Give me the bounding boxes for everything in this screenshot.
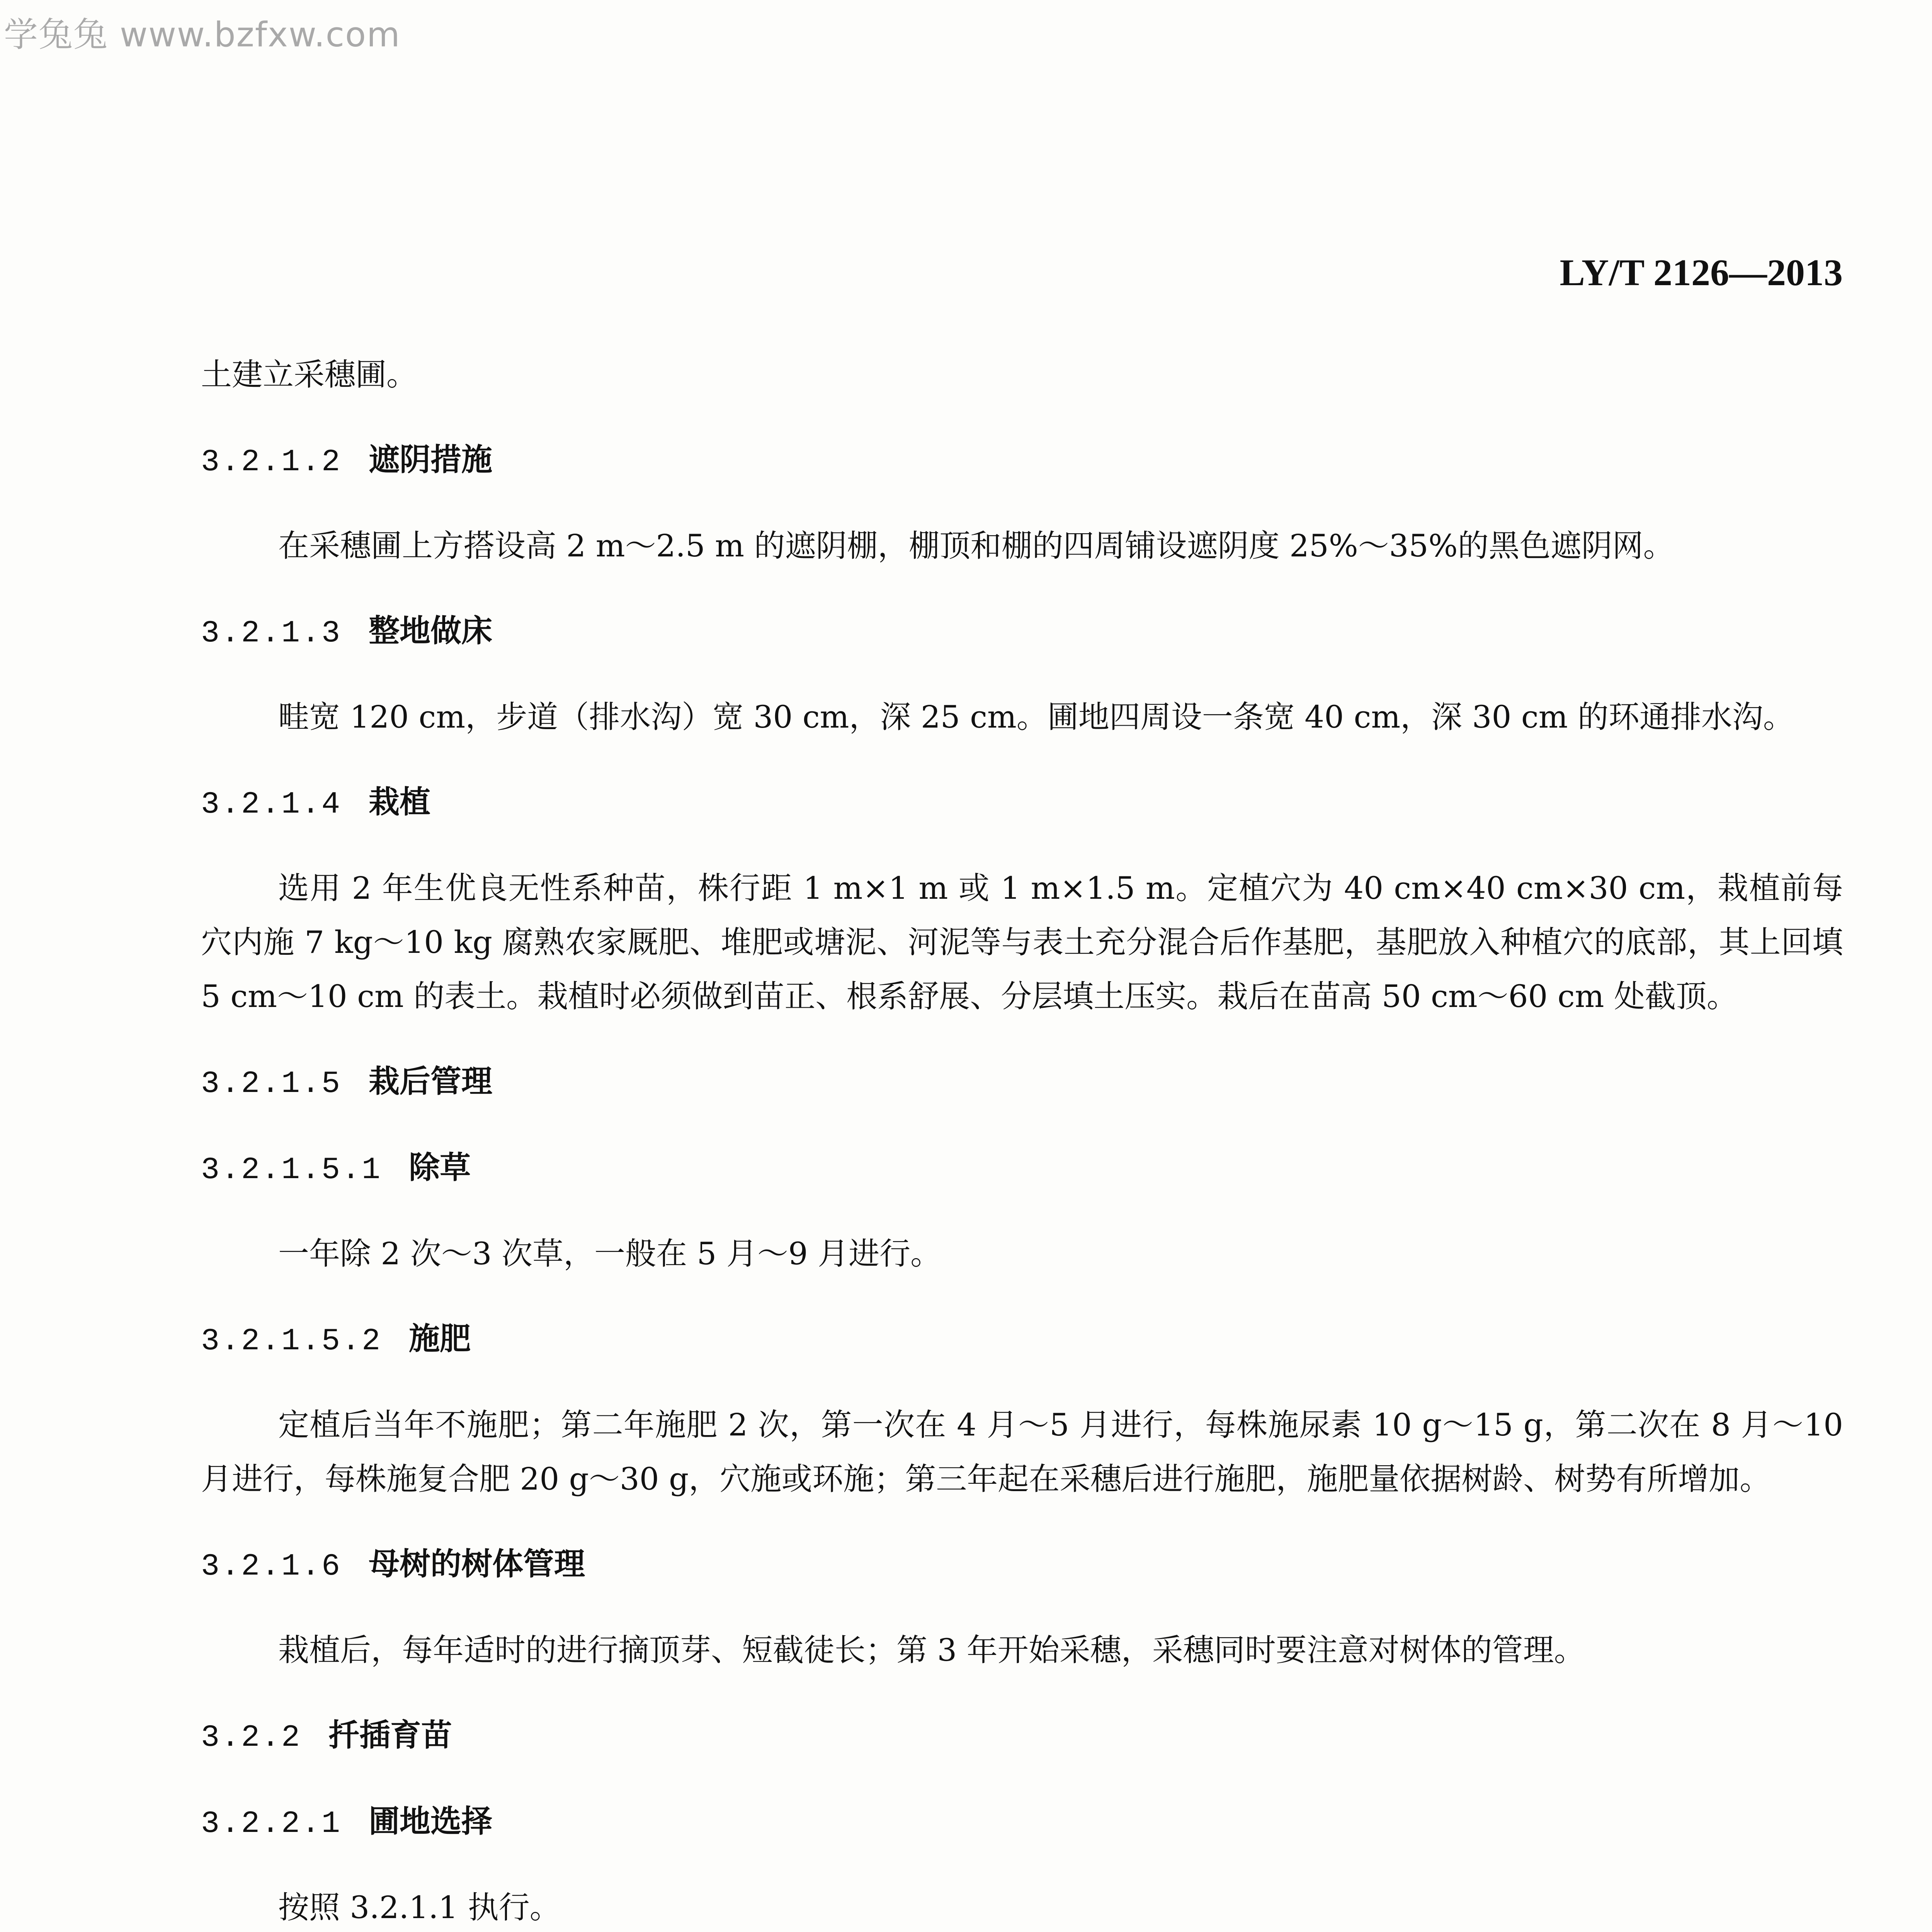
section-heading xyxy=(201,1141,1843,1197)
section-heading xyxy=(201,1537,1843,1594)
section-number: 3.2.1.3 xyxy=(201,616,342,651)
section-number: 3.2.1.4 xyxy=(201,787,342,822)
body-paragraph: 栽植后，每年适时的进行摘顶芽、短截徒长；第 3 年开始采穗，采穗同时要注意对树体的管理。 xyxy=(278,1632,1585,1668)
section-heading xyxy=(201,433,1843,490)
body-paragraph: 定植后当年不施肥；第二年施肥 2 次，第一次在 4 月～5 月进行，每株施尿素 10 g～15 g，第二次在 8 月～10 月进行，每株施复合肥 20 g～30 g，穴施或环施；第三年起在采穗后进行施肥，施肥量依据树龄、树势有所增加。 xyxy=(201,1407,1843,1497)
site-watermark: 学兔兔 www.bzfxw.com xyxy=(4,15,401,54)
section-title: 遮阴措施 xyxy=(369,442,493,478)
section-title: 栽植 xyxy=(369,784,431,820)
document-body xyxy=(201,348,1843,1932)
section-number: 3.2.1.5.1 xyxy=(201,1153,382,1188)
section-number: 3.2.1.5.2 xyxy=(201,1324,382,1359)
section-number: 3.2.2 xyxy=(201,1720,302,1755)
section-number: 3.2.1.6 xyxy=(201,1549,342,1584)
section-title: 母树的树体管理 xyxy=(369,1546,585,1582)
body-paragraph: 土建立采穗圃。 xyxy=(201,357,417,393)
section-title: 栽后管理 xyxy=(369,1063,493,1099)
section-heading xyxy=(201,604,1843,661)
section-title: 扦插育苗 xyxy=(328,1717,452,1753)
body-paragraph: 按照 3.2.1.1 执行。 xyxy=(278,1889,561,1925)
standard-code: LY/T 2126—2013 xyxy=(1560,252,1843,294)
section-title: 整地做床 xyxy=(369,613,493,649)
section-title: 圃地选择 xyxy=(369,1803,493,1839)
body-paragraph: 选用 2 年生优良无性系种苗，株行距 1 m×1 m 或 1 m×1.5 m。定植穴为 40 cm×40 cm×30 cm，栽植前每穴内施 7 kg～10 kg 腐熟农家厩肥、堆肥或塘泥、河泥等与表土充分混合后作基肥，基肥放入种植穴的底部，其上回填 5 cm～10 cm 的表土。栽植时必须做到苗正、根系舒展、分层填土压实。栽后在苗高 50 cm～60 cm 处截顶。 xyxy=(201,870,1843,1014)
section-heading xyxy=(201,775,1843,832)
section-heading xyxy=(201,1708,1843,1765)
section-number: 3.2.1.5 xyxy=(201,1066,342,1102)
section-title: 除草 xyxy=(409,1150,471,1185)
section-heading xyxy=(201,1054,1843,1111)
section-title: 施肥 xyxy=(409,1321,471,1357)
section-number: 3.2.2.1 xyxy=(201,1806,342,1842)
body-paragraph: 一年除 2 次～3 次草，一般在 5 月～9 月进行。 xyxy=(278,1236,942,1272)
body-paragraph: 畦宽 120 cm，步道（排水沟）宽 30 cm，深 25 cm。圃地四周设一条宽 40 cm，深 30 cm 的环通排水沟。 xyxy=(278,699,1794,735)
section-heading xyxy=(201,1312,1843,1369)
body-paragraph: 在采穗圃上方搭设高 2 m～2.5 m 的遮阴棚，棚顶和棚的四周铺设遮阴度 25%～35%的黑色遮阴网。 xyxy=(278,528,1674,564)
section-heading xyxy=(201,1794,1843,1851)
section-number: 3.2.1.2 xyxy=(201,445,342,480)
